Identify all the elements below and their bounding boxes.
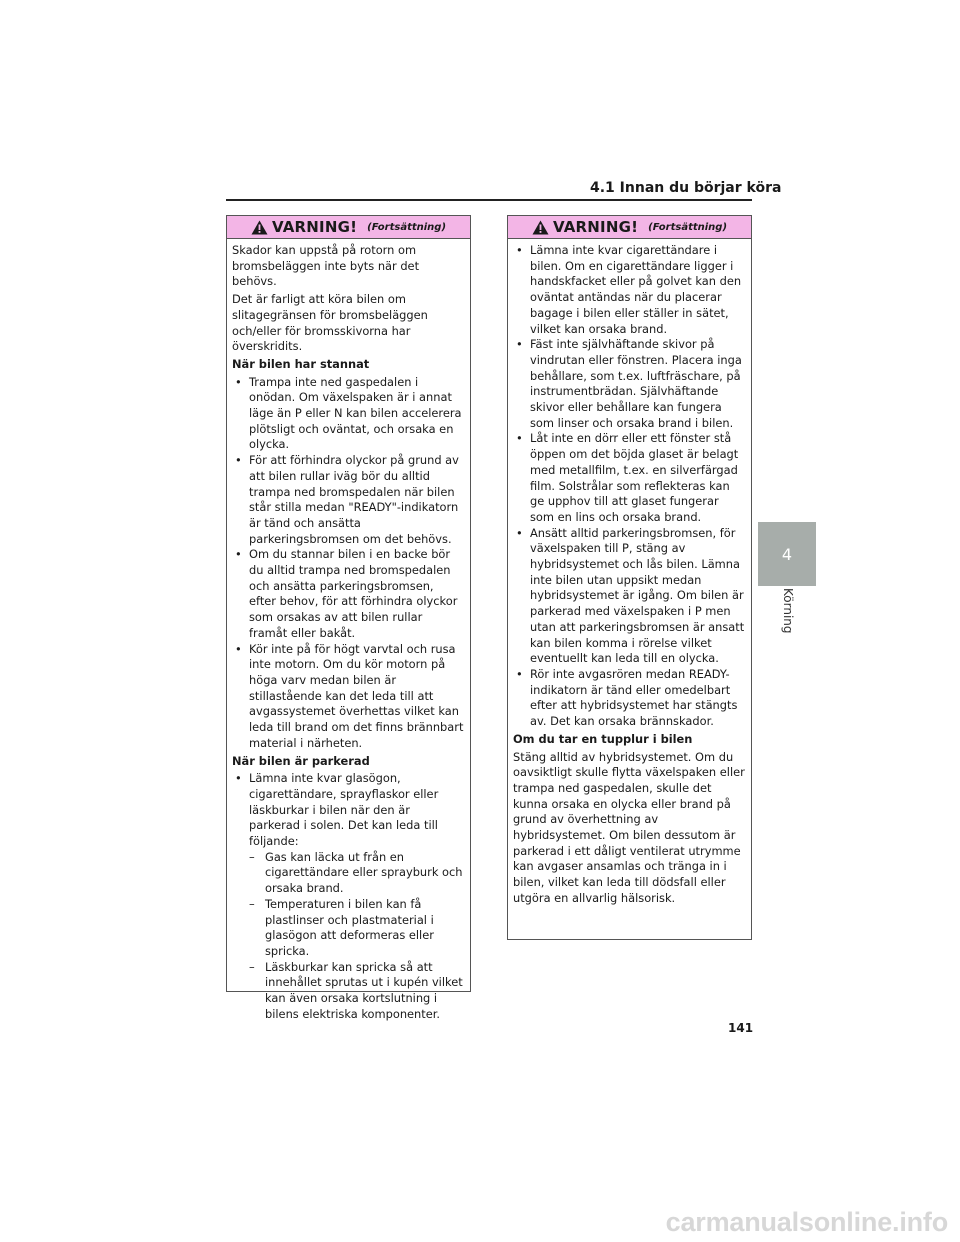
subheading: När bilen har stannat <box>232 356 370 371</box>
sub-list-item: – Läskburkar kan spricka så att innehållet sprutas ut i kupén vilket kan även orsaka kortslutning i bilens elektriska komponenter. <box>232 960 464 1023</box>
warning-triangle-icon <box>251 220 268 235</box>
list-item: • Kör inte på för högt varvtal och rusa inte motorn. Om du kör motorn på höga varv medan bilen är stillastående kan det leda till att avgassystemet överhettas vilket kan leda till brand om det finns brännbart material i närheten. <box>232 642 464 752</box>
bullet-list <box>232 771 464 1022</box>
warning-body <box>508 239 751 907</box>
bullet-list <box>513 243 745 730</box>
list-item: • Låt inte en dörr eller ett fönster stå öppen om det böjda glaset är belagt med metallfilm, t.ex. en silverfärgad film. Solstrålar som reflekteras kan ge upphov till att glaset fungerar som en lins och orsaka brand. <box>513 431 745 525</box>
warning-label: VARNING! <box>552 218 639 236</box>
watermark: carmanualsonline.info <box>665 1207 948 1237</box>
section-title: 4.1 Innan du börjar köra <box>590 180 782 196</box>
subheading: När bilen är parkerad <box>232 753 370 768</box>
paragraph: Det är farligt att köra bilen om slitagegränsen för bromsbeläggen och/eller för bromsskivorna har överskridits. <box>232 292 428 354</box>
list-item: • Trampa inte ned gaspedalen i onödan. Om växelspaken är i annat läge än P eller N kan bilen accelerera plötsligt och oväntat, och orsaka en olycka. <box>232 375 464 454</box>
sub-list-item: – Gas kan läcka ut från en cigarettändare eller sprayburk och orsaka brand. <box>232 850 464 897</box>
warning-box-right <box>507 215 752 940</box>
list-item: • Lämna inte kvar glasögon, cigarettändare, sprayflaskor eller läskburkar i bilen när den är parkerad i solen. Det kan leda till följande: <box>232 771 464 850</box>
chapter-tab[interactable] <box>758 522 816 586</box>
subheading: Om du tar en tupplur i bilen <box>513 731 693 746</box>
list-item: • Fäst inte självhäftande skivor på vindrutan eller fönstren. Placera inga behållare, som t.ex. luftfräschare, på instrumentbrädan. Självhäftande skivor eller behållare kan fungera som linser och orsaka brand i bilen. <box>513 337 745 431</box>
paragraph: Skador kan uppstå på rotorn om bromsbeläggen inte byts när det behövs. <box>232 243 420 289</box>
header-rule <box>226 199 752 201</box>
warning-label: VARNING! <box>271 218 358 236</box>
warning-header <box>508 216 751 239</box>
warning-body <box>227 239 470 1022</box>
warning-box-left <box>226 215 471 1021</box>
list-item: • För att förhindra olyckor på grund av att bilen rullar iväg bör du alltid trampa ned bromspedalen när bilen står stilla medan "READY"-indikatorn är tänd och ansätta parkeringsbromsen om det behövs. <box>232 453 464 547</box>
list-item: • Om du stannar bilen i en backe bör du alltid trampa ned bromspedalen och ansätta parkeringsbromsen, efter behov, för att förhindra olyckor som orsakas av att bilen rullar framåt eller bakåt. <box>232 547 464 641</box>
list-item: • Rör inte avgasrören medan READY-indikatorn är tänd eller omedelbart efter att hybridsystemet har stängts av. Det kan orsaka brännskador. <box>513 667 745 730</box>
continued-label: (Fortsättning) <box>367 221 447 233</box>
paragraph: Stäng alltid av hybridsystemet. Om du oavsiktligt skulle flytta växelspaken eller trampa ned gaspedalen, skulle det kunna orsaka en olycka eller brand på grund av överhettning av hybridsystemet. Om bilen dessutom är parkerad i ett dåligt ventilerat utrymme kan avgaser ansamlas och tränga in i bilen, vilket kan leda till dödsfall eller utgöra en allvarlig hälsorisk. <box>513 749 745 905</box>
sub-list-item: – Temperaturen i bilen kan få plastlinser och plastmaterial i glasögon att deformeras eller spricka. <box>232 897 464 960</box>
chapter-label: Körning <box>781 588 795 634</box>
page-number: 141 <box>728 1021 754 1035</box>
bullet-list <box>232 375 464 752</box>
list-item: • Lämna inte kvar cigarettändare i bilen. Om en cigarettändare ligger i handskfacket eller på golvet kan den oväntat antändas när du placerar bagage i bilen eller ställer in sätet, vilket kan orsaka brand. <box>513 243 745 337</box>
warning-triangle-icon <box>532 220 549 235</box>
warning-header <box>227 216 470 239</box>
list-item: • Ansätt alltid parkeringsbromsen, för växelspaken till P, stäng av hybridsystemet och lås bilen. Lämna inte bilen utan uppsikt medan hybridsystemet är igång. Om bilen är parkerad med växelspaken i P men utan att parkeringsbromsen är ansatt kan bilen komma i rörelse vilket eventuellt kan leda till en olycka. <box>513 526 745 667</box>
continued-label: (Fortsättning) <box>648 221 728 233</box>
chapter-number: 4 <box>781 544 793 564</box>
